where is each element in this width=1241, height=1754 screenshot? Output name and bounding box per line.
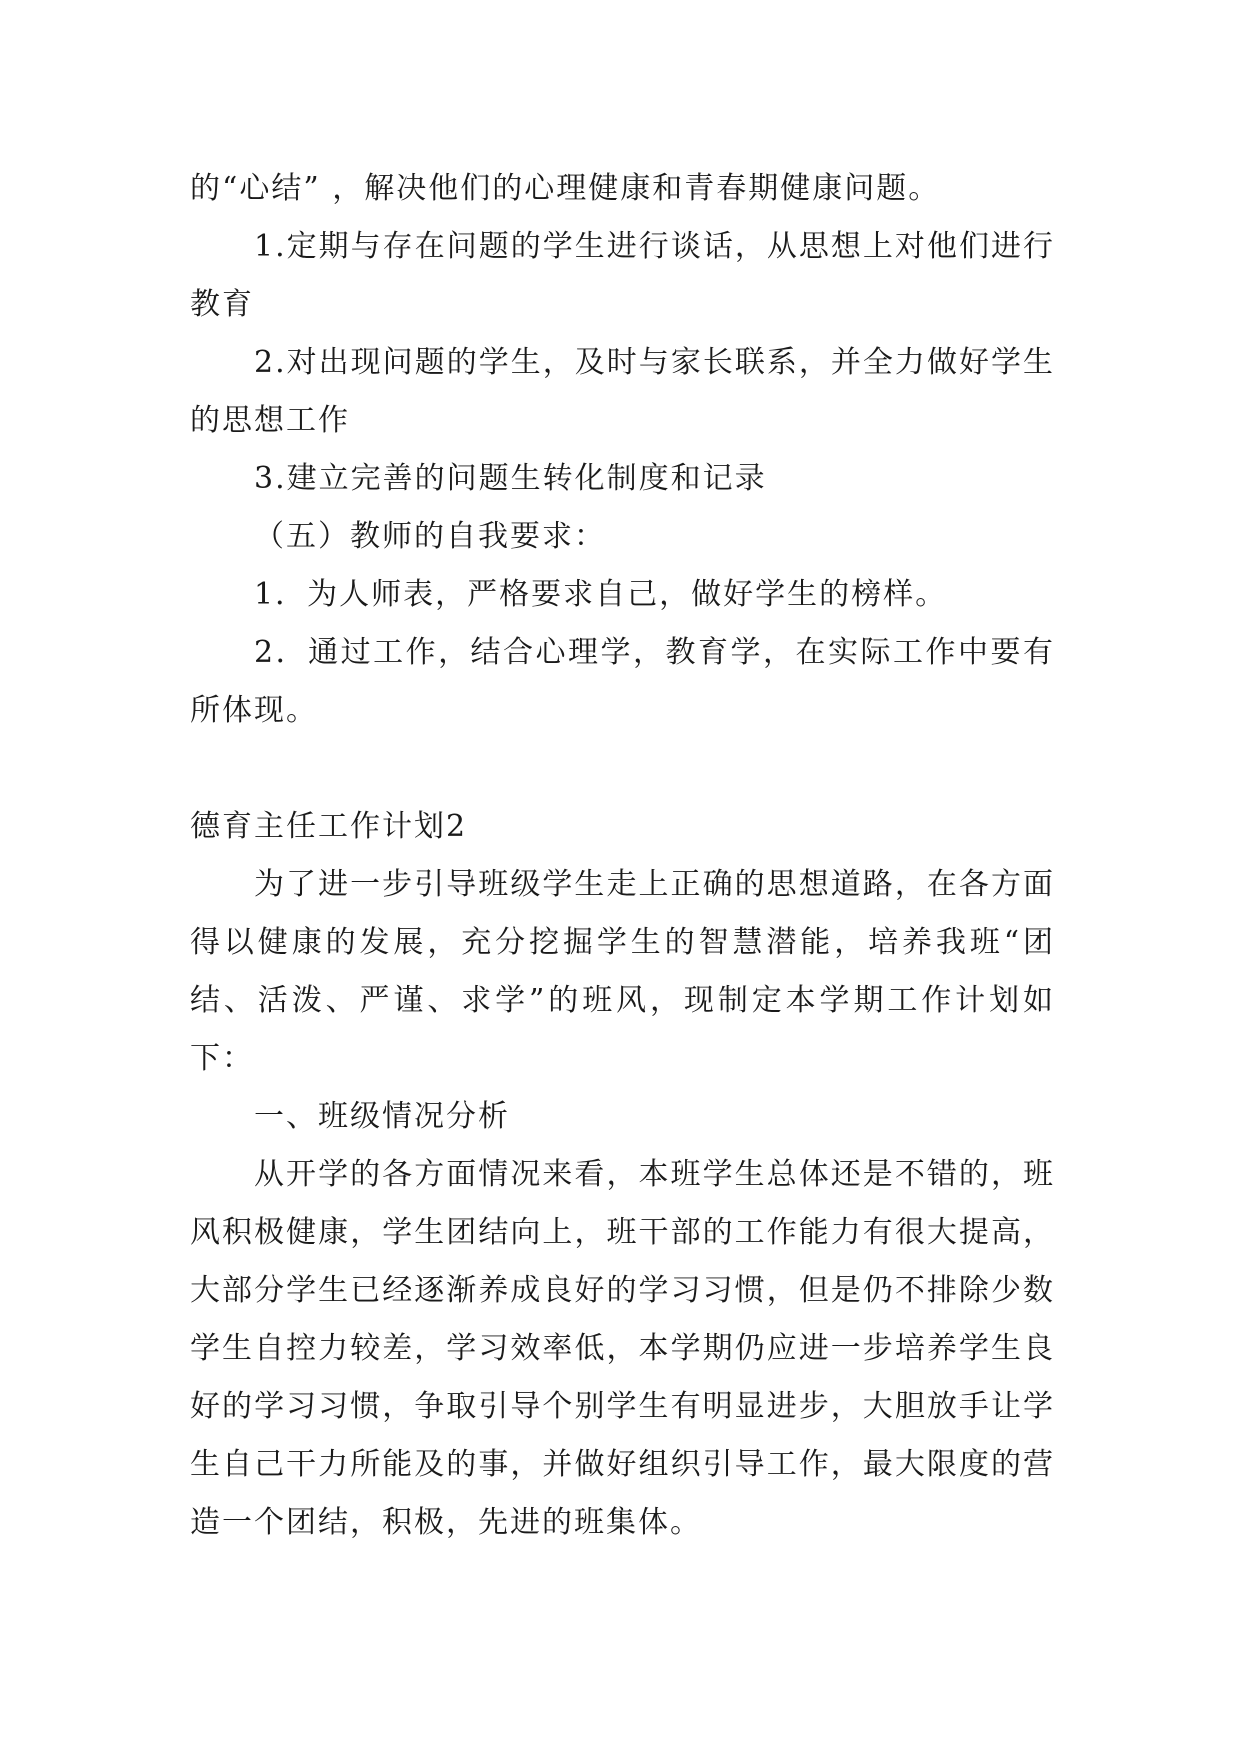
document-body	[190, 160, 1055, 1552]
paragraph: 的“心结” ，解决他们的心理健康和青春期健康问题。	[190, 171, 941, 206]
paragraph: 1．为人师表，严格要求自己，做好学生的榜样。	[254, 577, 948, 612]
paragraph: 1.定期与存在问题的学生进行谈话，从思想上对他们进行教育	[190, 229, 1055, 322]
section-gap	[190, 740, 1055, 798]
paragraph: （五）教师的自我要求：	[254, 519, 606, 554]
paragraph: 3.建立完善的问题生转化制度和记录	[254, 461, 767, 496]
paragraph: 从开学的各方面情况来看，本班学生总体还是不错的，班风积极健康，学生团结向上，班干部的工作能力有很大提高，大部分学生已经逐渐养成良好的学习习惯，但是仍不排除少数学生自控力较差，学习效率低，本学期仍应进一步培养学生良好的学习习惯，争取引导个别学生有明显进步，大胆放手让学生自己干力所能及的事，并做好组织引导工作，最大限度的营造一个团结，积极，先进的班集体。	[190, 1157, 1055, 1540]
section-title: 德育主任工作计划2	[190, 809, 468, 844]
paragraph: 为了进一步引导班级学生走上正确的思想道路，在各方面得以健康的发展，充分挖掘学生的智慧潜能，培养我班“团结、活泼、严谨、求学”的班风，现制定本学期工作计划如下：	[190, 867, 1055, 1076]
paragraph: 一、班级情况分析	[254, 1099, 510, 1134]
paragraph: 2.对出现问题的学生，及时与家长联系，并全力做好学生的思想工作	[190, 345, 1055, 438]
paragraph: 2．通过工作，结合心理学，教育学，在实际工作中要有所体现。	[190, 635, 1055, 728]
